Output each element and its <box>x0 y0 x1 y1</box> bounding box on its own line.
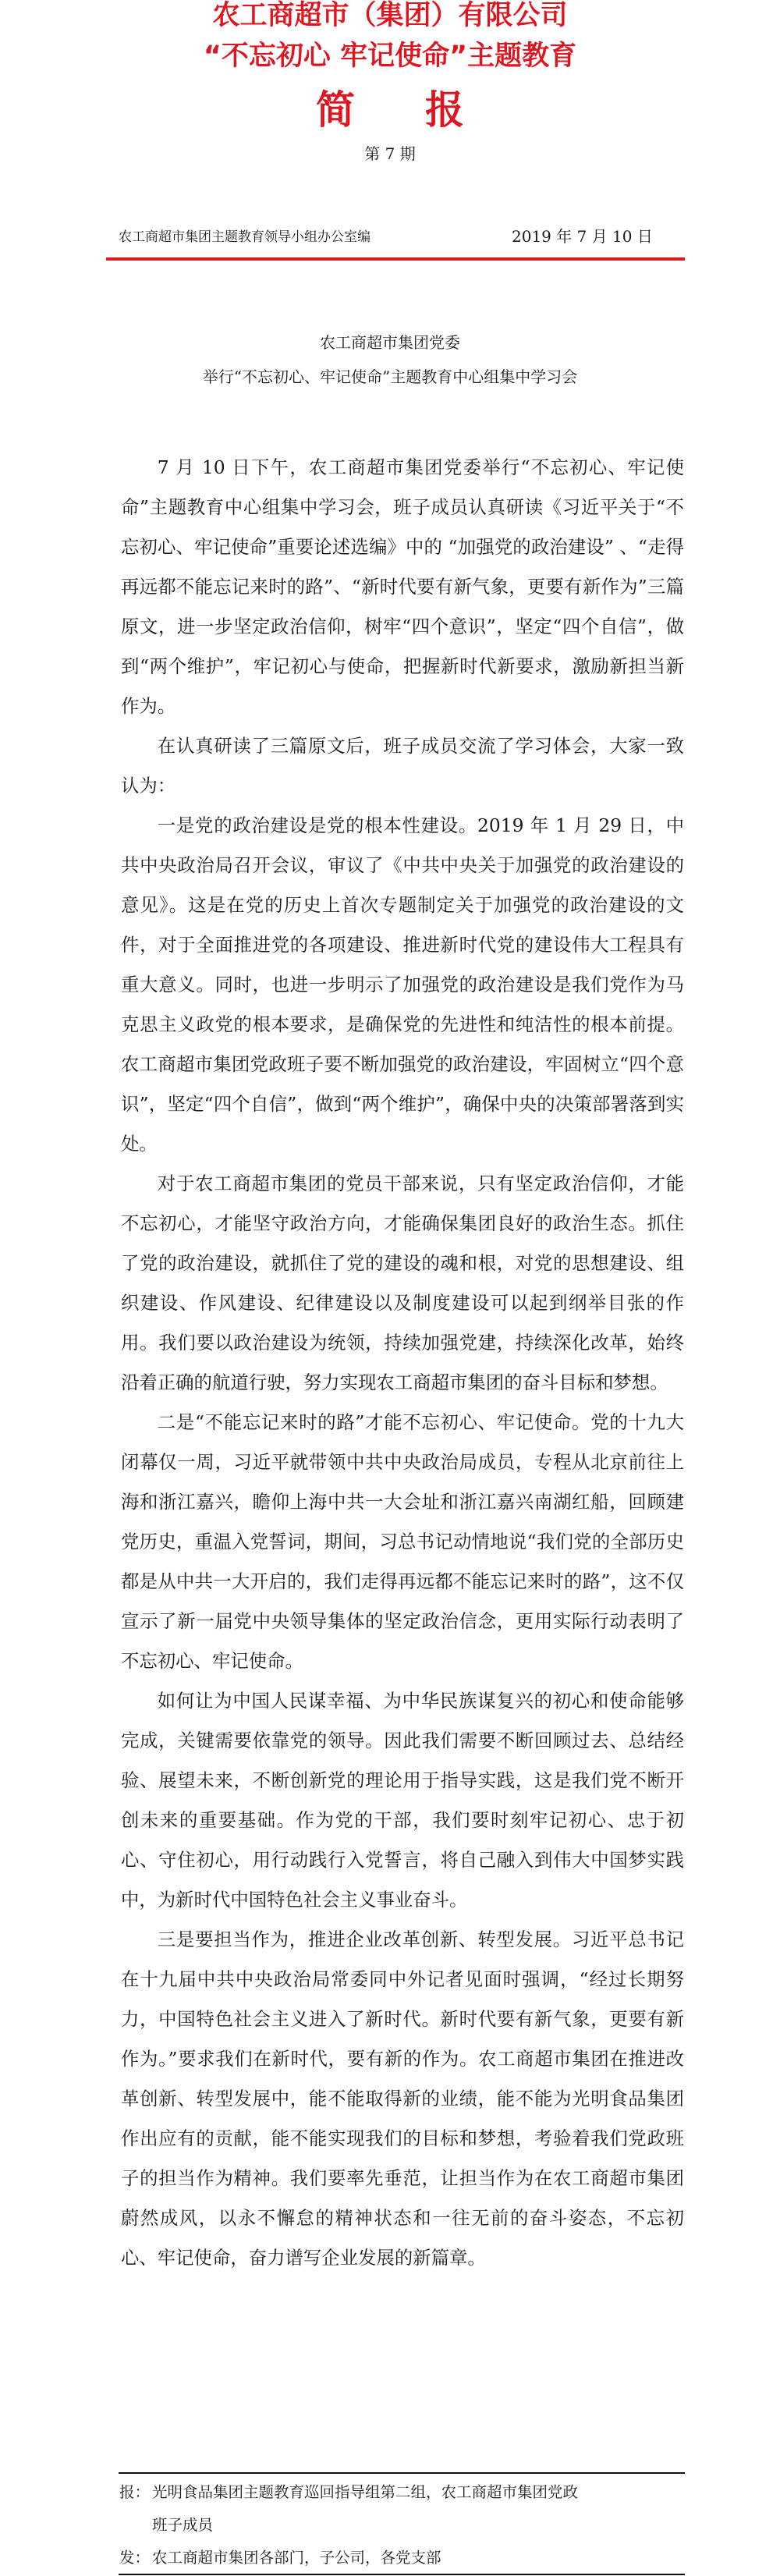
send-label: 发： <box>119 2549 151 2567</box>
send-recipients: 农工商超市集团各部门，子公司，各党支部 <box>152 2549 441 2567</box>
paragraph: 在认真研读了三篇原文后，班子成员交流了学习体会，大家一致认为： <box>121 735 684 797</box>
bulletin-title <box>0 87 780 133</box>
article-org-heading: 农工商超市集团党委 <box>320 333 460 352</box>
send-to-line <box>119 2548 685 2568</box>
report-to-continuation: 班子成员 <box>152 2516 214 2534</box>
bulletin-title-char-2: 报 <box>425 87 464 133</box>
paragraph: 对于农工商超市集团的党员干部来说，只有坚定政治信仰，才能不忘初心，才能坚守政治方向，才能确保集团良好的政治生态。抓住了党的政治建设，就抓住了党的建设的魂和根，对党的思想建设、组织建设、作风建设、纪律建设以及制度建设可以起到纲举目张的作用。我们要以政治建设为统领，持续加强党建，持续深化改革，始终沿着正确的航道行驶，努力实现农工商超市集团的奋斗目标和梦想。 <box>121 1173 684 1393</box>
issue-number: 第 7 期 <box>364 144 416 163</box>
footer-top-rule <box>119 2472 685 2474</box>
article-title: 举行“不忘初心、牢记使命”主题教育中心组集中学习会 <box>202 367 578 386</box>
paragraph: 如何让为中国人民谋幸福、为中华民族谋复兴的初心和使命能够完成，关键需要依靠党的领导。因此我们需要不断回顾过去、总结经验、展望未来，不断创新党的理论用于指导实践，这是我们党不断开创未来的重要基础。作为党的干部，我们要时刻牢记初心、忠于初心、守住初心，用行动践行入党誓言，将自己融入到伟大中国梦实践中，为新时代中国特色社会主义事业奋斗。 <box>121 1690 684 1911</box>
masthead-divider <box>106 257 685 261</box>
compiler-line: 农工商超市集团主题教育领导小组办公室编 <box>119 229 370 245</box>
report-to-line <box>119 2482 685 2503</box>
report-recipients: 光明食品集团主题教育巡回指导组第二组，农工商超市集团党政 <box>152 2483 579 2501</box>
report-label: 报： <box>119 2483 151 2501</box>
article-body <box>121 448 684 2278</box>
campaign-title: “不忘初心 牢记使命”主题教育 <box>203 41 577 72</box>
paragraph: 7 月 10 日下午，农工商超市集团党委举行“不忘初心、牢记使命”主题教育中心组集中学习会，班子成员认真研读《习近平关于“不忘初心、牢记使命”重要论述选编》中的 “加强党的政治建设” 、“走得再远都不能忘记来时的路”、“新时代要有新气象，更要有新作为”三篇原文，进一步坚定政治信仰，树牢“四个意识”，坚定“四个自信”，做到“两个维护”，牢记初心与使命，把握新时代新要求，激励新担当新作为。 <box>121 456 684 717</box>
company-title: 农工商超市（集团）有限公司 <box>212 0 568 31</box>
bulletin-title-char-1: 简 <box>316 87 355 133</box>
paragraph: 二是“不能忘记来时的路”才能不忘初心、牢记使命。党的十九大闭幕仅一周，习近平就带领中共中央政治局成员，专程从北京前往上海和浙江嘉兴，瞻仰上海中共一大会址和浙江嘉兴南湖红船，回顾建党历史，重温入党誓词，期间，习总书记动情地说“我们党的全部历史都是从中共一大开启的，我们走得再远都不能忘记来时的路”，这不仅宣示了新一届党中央领导集体的坚定政治信念，更用实际行动表明了不忘初心、牢记使命。 <box>121 1411 684 1672</box>
footer-bottom-rule <box>119 2574 685 2575</box>
issue-date: 2019 年 7 月 10 日 <box>512 227 653 246</box>
paragraph: 一是党的政治建设是党的根本性建设。2019 年 1 月 29 日，中共中央政治局召开会议，审议了《中共中央关于加强党的政治建设的意见》。这是在党的历史上首次专题制定关于加强党的政治建设的文件，对于全面推进党的各项建设、推进新时代党的建设伟大工程具有重大意义。同时，也进一步明示了加强党的政治建设是我们党作为马克思主义政党的根本要求，是确保党的先进性和纯洁性的根本前提。农工商超市集团党政班子要不断加强党的政治建设，牢固树立“四个意识”，坚定“四个自信”，做到“两个维护”，确保中央的决策部署落到实处。 <box>121 814 684 1155</box>
paragraph: 三是要担当作为，推进企业改革创新、转型发展。习近平总书记在十九届中共中央政治局常委同中外记者见面时强调，“经过长期努力，中国特色社会主义进入了新时代。新时代要有新气象，更要有新作为。”要求我们在新时代，要有新的作为。农工商超市集团在推进改革创新、转型发展中，能不能取得新的业绩，能不能为光明食品集团作出应有的贡献，能不能实现我们的目标和梦想，考验着我们党政班子的担当作为精神。我们要率先垂范，让担当作为在农工商超市集团蔚然成风，以永不懈怠的精神状态和一往无前的奋斗姿态，不忘初心、牢记使命，奋力谱写企业发展的新篇章。 <box>121 1928 684 2269</box>
